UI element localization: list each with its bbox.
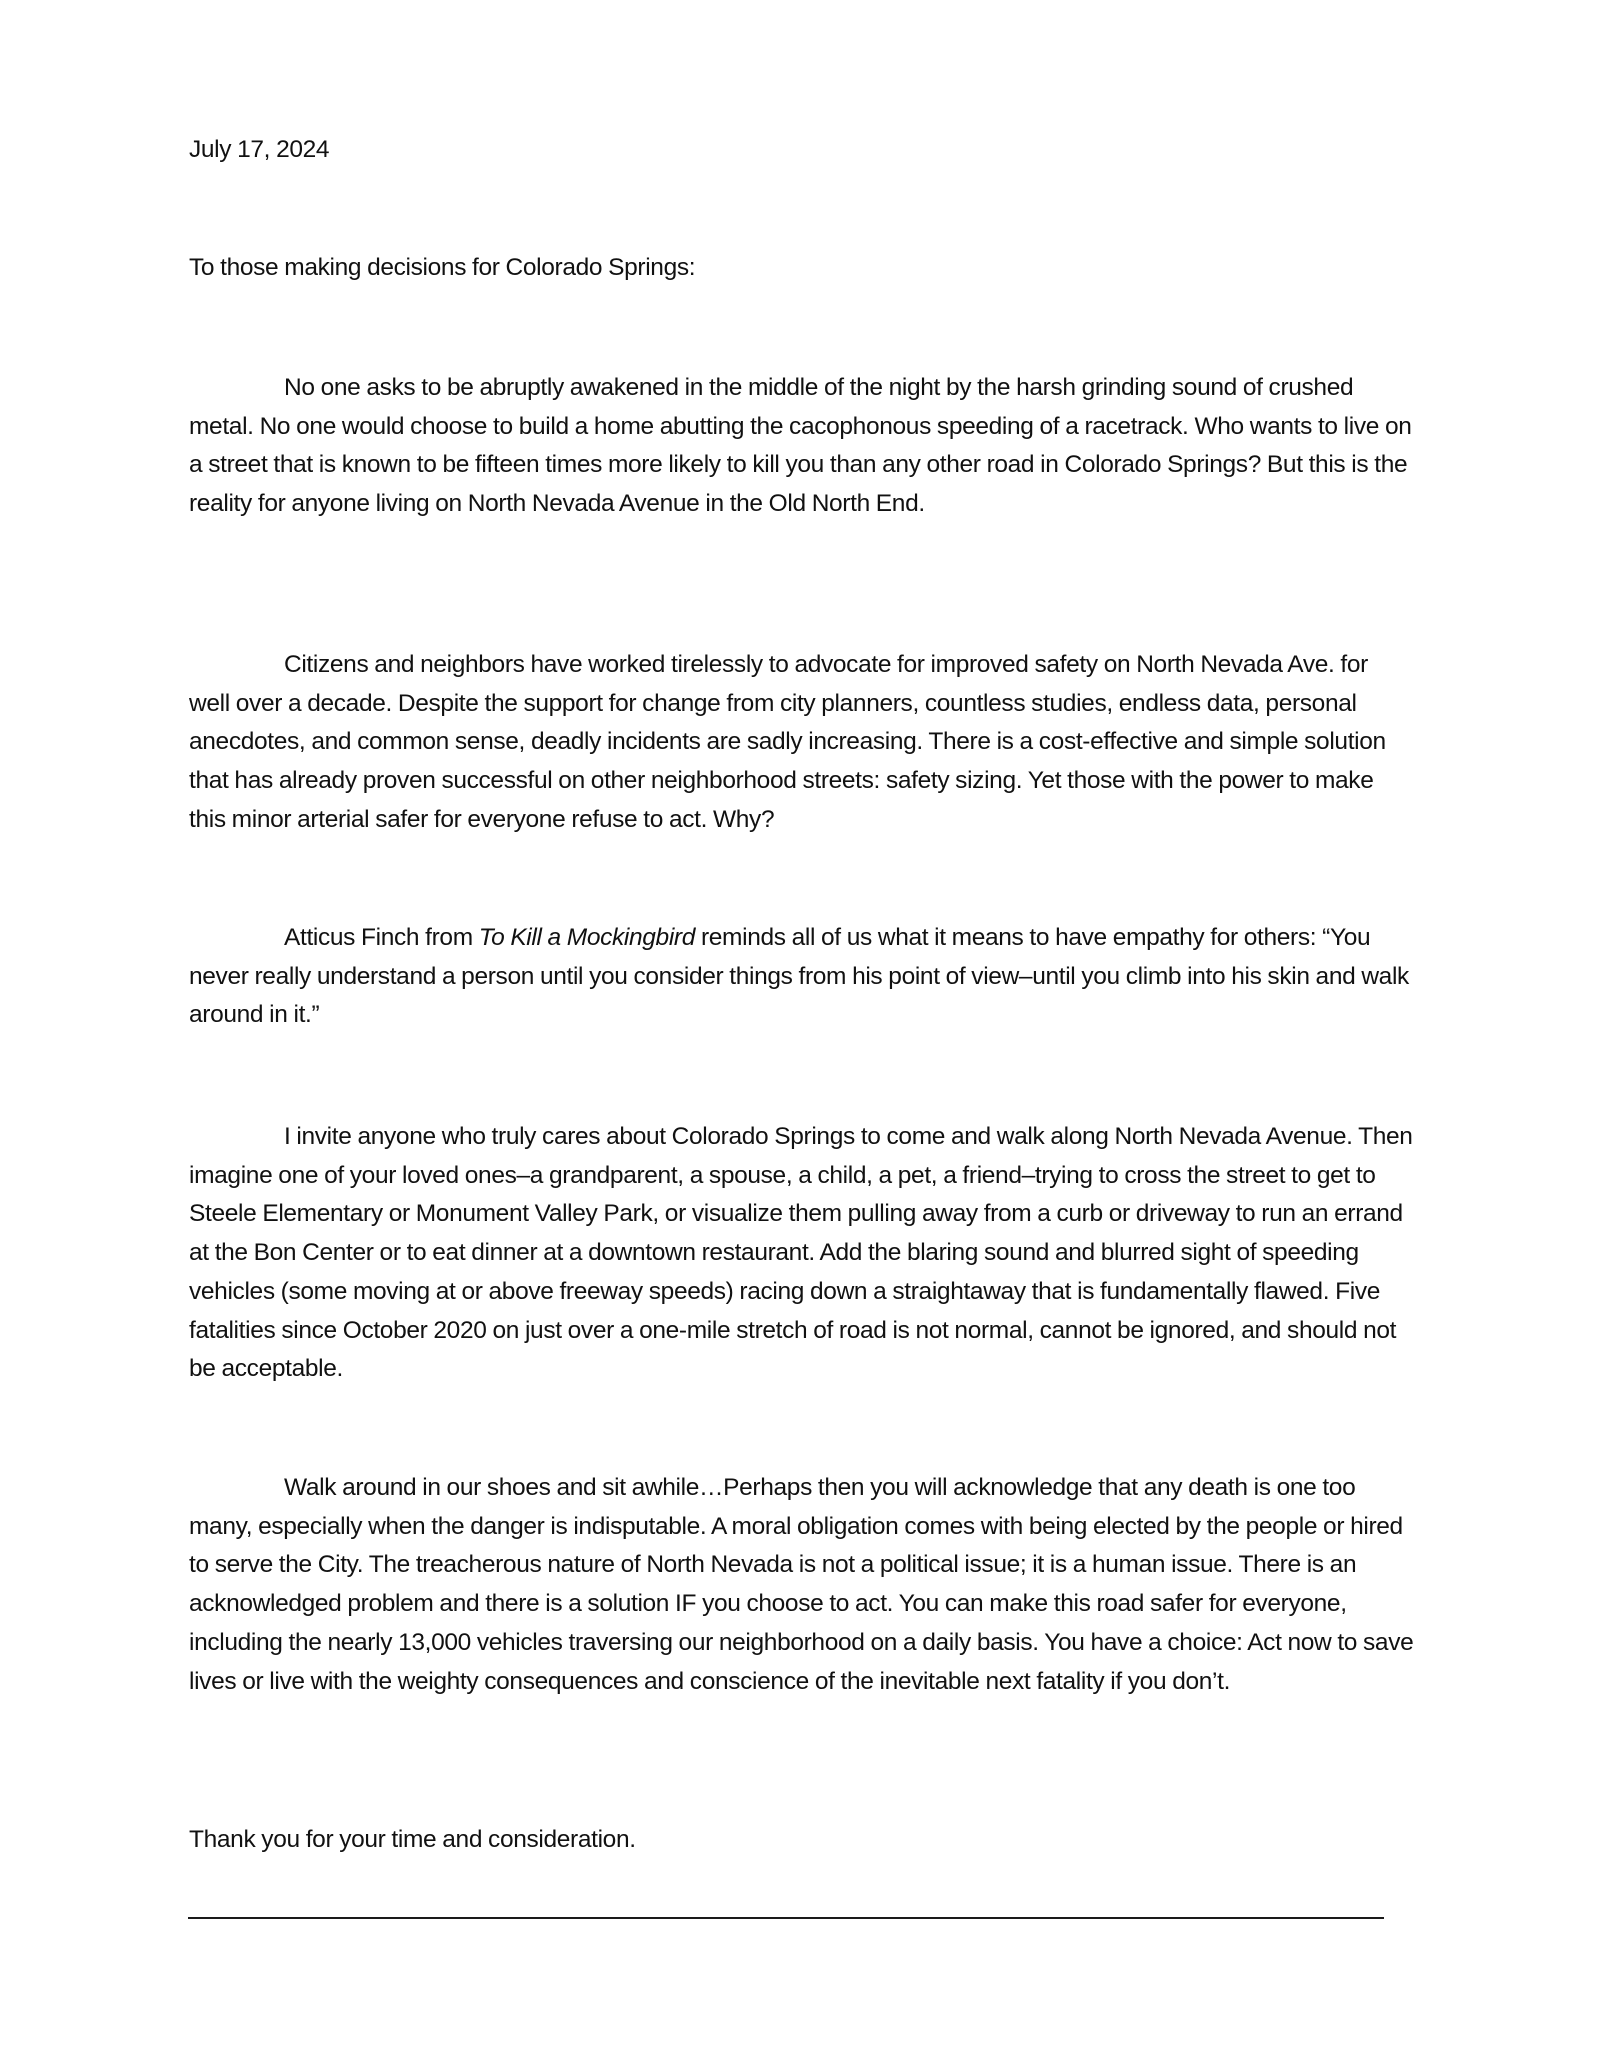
signature-line xyxy=(188,1917,1384,1919)
book-title: To Kill a Mockingbird xyxy=(478,924,696,951)
letter-salutation: To those making decisions for Colorado Springs: xyxy=(189,254,696,281)
paragraph-3-lead: Atticus Finch from xyxy=(284,924,479,951)
paragraph-2: Citizens and neighbors have worked tirelessly to advocate for improved safety on North Nevada Ave. for well over a decade. Despite the support for change from city planners, countless studies, endless data, personal anecdotes, and common sense, deadly incidents are sadly increasing. There is a cost-effective and simple solution that has already proven successful on other neighborhood streets: safety sizing. Yet those with the power to make this minor arterial safer for everyone refuse to act. Why? xyxy=(189,651,1386,833)
paragraph-4: I invite anyone who truly cares about Colorado Springs to come and walk along North Nevada Avenue. Then imagine one of your loved ones–a grandparent, a spouse, a child, a pet, a friend–trying to cross the street to get to Steele Elementary or Monument Valley Park, or visualize them pulling away from a curb or driveway to run an errand at the Bon Center or to eat dinner at a downtown restaurant. Add the blaring sound and blurred sight of speeding vehicles (some moving at or above freeway speeds) racing down a straightaway that is fundamentally flawed. Five fatalities since October 2020 on just over a one-mile stretch of road is not normal, cannot be ignored, and should not be acceptable. xyxy=(189,1123,1413,1383)
letter-closing: Thank you for your time and consideration. xyxy=(189,1826,636,1853)
letter-date: July 17, 2024 xyxy=(189,136,330,163)
paragraph-3 xyxy=(189,919,1414,1035)
paragraph-5: Walk around in our shoes and sit awhile…Perhaps then you will acknowledge that any death is one too many, especially when the danger is indisputable. A moral obligation comes with being elected by the people or hired to serve the City. The treacherous nature of North Nevada is not a political issue; it is a human issue. There is an acknowledged problem and there is a solution IF you choose to act. You can make this road safer for everyone, including the nearly 13,000 vehicles traversing our neighborhood on a daily basis. You have a choice: Act now to save lives or live with the weighty consequences and conscience of the inevitable next fatality if you don’t. xyxy=(189,1474,1414,1695)
paragraph-1: No one asks to be abruptly awakened in the middle of the night by the harsh grinding sound of crushed metal. No one would choose to build a home abutting the cacophonous speeding of a racetrack. Who wants to live on a street that is known to be fifteen times more likely to kill you than any other road in Colorado Springs? But this is the reality for anyone living on North Nevada Avenue in the Old North End. xyxy=(189,374,1412,518)
paragraph-3-rest: reminds all of us what it means to have empathy for others: “You never really understand a person until you consider things from his point of view–until you climb into his skin and walk around in it.” xyxy=(189,924,1409,1029)
